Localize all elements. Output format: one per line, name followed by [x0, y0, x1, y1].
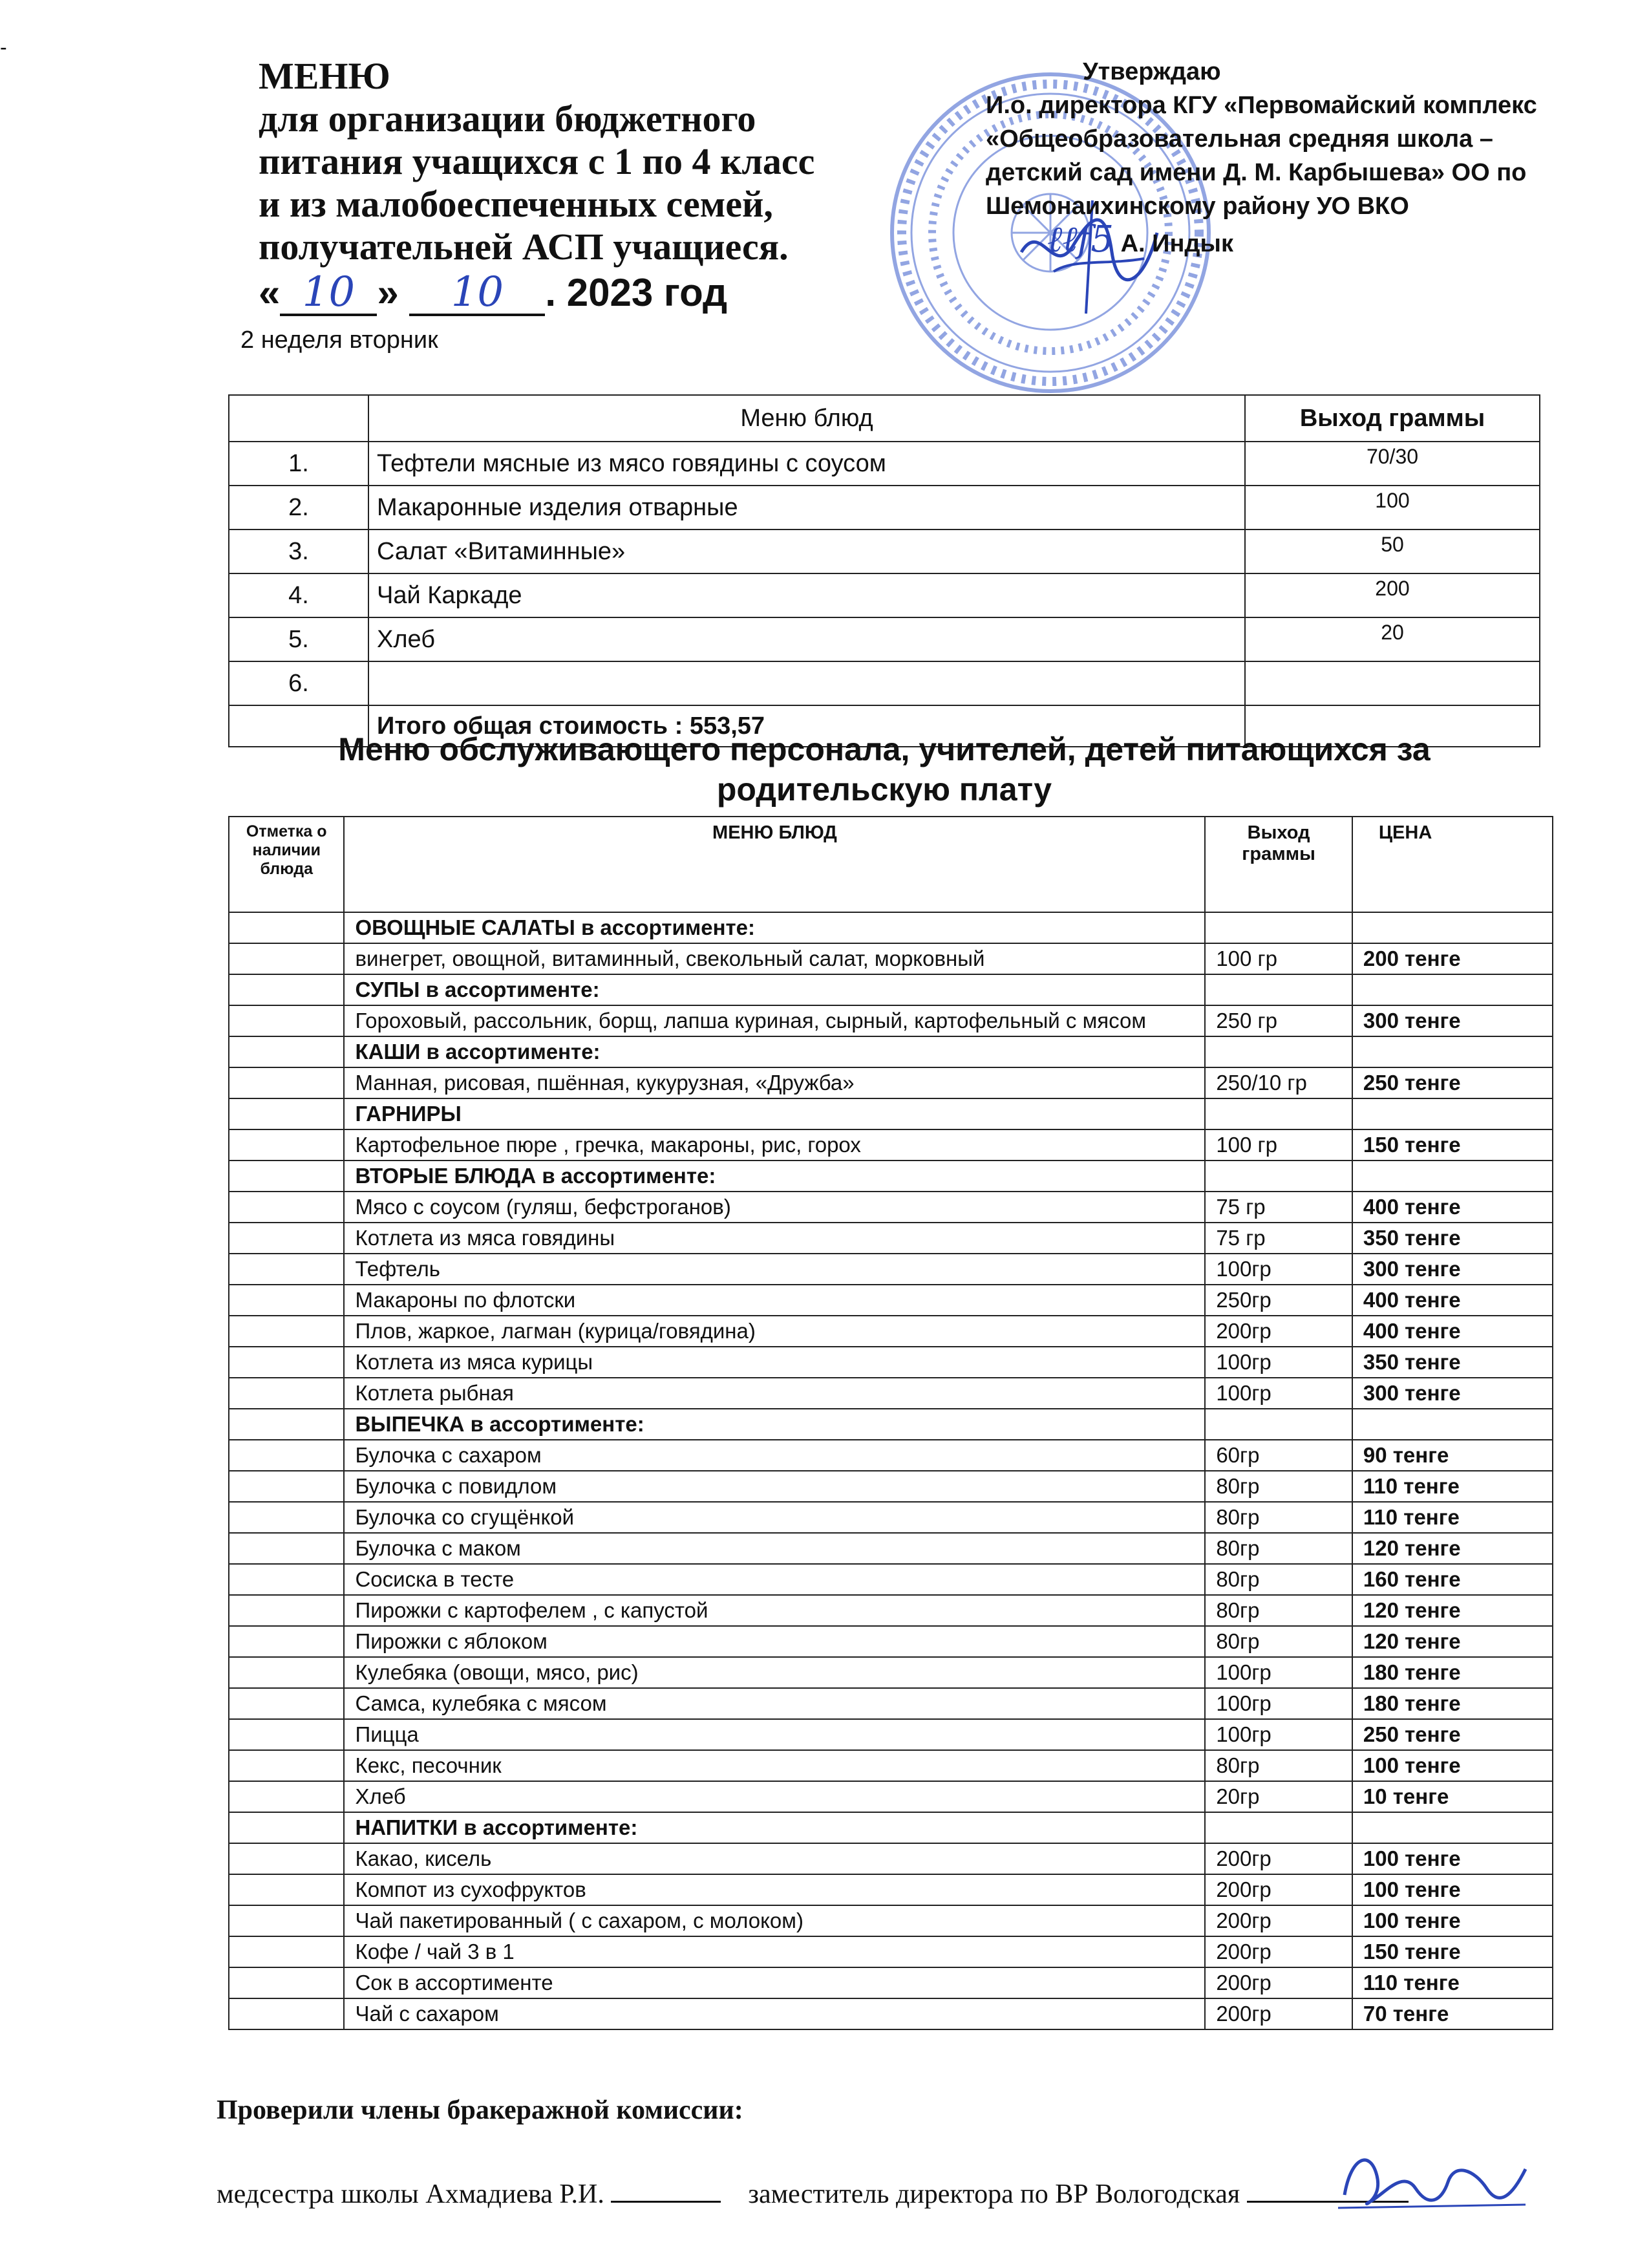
dish-grams [1245, 661, 1540, 705]
availability-mark-cell [229, 1874, 344, 1905]
category-row [229, 1161, 1553, 1192]
column-header-availability: Отметка о наличии блюда [229, 817, 344, 912]
dish-price [1352, 1036, 1553, 1067]
staff-menu-title-line: родительскую плату [716, 771, 1052, 808]
dish-name: Какао, кисель [344, 1843, 1205, 1874]
availability-mark-cell [229, 1843, 344, 1874]
approval-signatory-name: А. Индык [1120, 230, 1233, 257]
availability-mark-cell [229, 1688, 344, 1719]
dish-grams: 100гр [1205, 1688, 1352, 1719]
dish-grams: 50 [1245, 530, 1540, 573]
dish-price: 250 тенге [1352, 1067, 1553, 1098]
dish-name: Кофе / чай 3 в 1 [344, 1936, 1205, 1967]
dish-name: Кекс, песочник [344, 1750, 1205, 1781]
category-name: ВТОРЫЕ БЛЮДА в ассортименте: [344, 1161, 1205, 1192]
availability-mark-cell [229, 1316, 344, 1347]
category-name: ВЫПЕЧКА в ассортименте: [344, 1409, 1205, 1440]
category-row [229, 1409, 1553, 1440]
row-number: 3. [229, 530, 368, 573]
availability-mark-cell [229, 1719, 344, 1750]
dish-name [368, 661, 1245, 705]
column-header-grams: Выход граммы [1205, 817, 1352, 912]
availability-mark-cell [229, 943, 344, 974]
dish-price [1352, 974, 1553, 1005]
dish-grams: 100гр [1205, 1254, 1352, 1285]
dish-grams [1205, 1098, 1352, 1129]
table-row [229, 1843, 1553, 1874]
availability-mark-cell [229, 912, 344, 943]
dish-grams: 250гр [1205, 1285, 1352, 1316]
column-header-dishes: Меню блюд [368, 395, 1245, 442]
approval-block [986, 55, 1606, 261]
menu-title-line: получательней АСП учащиеся. [259, 226, 789, 268]
dish-name: Пицца [344, 1719, 1205, 1750]
staff-menu-table [228, 816, 1553, 2030]
dish-name: Манная, рисовая, пшённая, кукурузная, «Дружба» [344, 1067, 1205, 1098]
menu-title-line: и из малобоеспеченных семей, [259, 183, 773, 225]
column-header-price: ЦЕНА [1352, 817, 1553, 912]
availability-mark-cell [229, 1347, 344, 1378]
menu-title-line: МЕНЮ [259, 55, 390, 97]
dish-name: Кулебяка (овощи, мясо, рис) [344, 1657, 1205, 1688]
dish-price: 250 тенге [1352, 1719, 1553, 1750]
student-menu-table [228, 394, 1540, 747]
availability-mark-cell [229, 1471, 344, 1502]
dish-grams: 20гр [1205, 1781, 1352, 1812]
dish-price: 400 тенге [1352, 1192, 1553, 1223]
dish-price: 150 тенге [1352, 1936, 1553, 1967]
dish-grams [1205, 1409, 1352, 1440]
table-row [229, 1874, 1553, 1905]
dish-name: Картофельное пюре , гречка, макароны, рис, горох [344, 1129, 1205, 1161]
nurse-name: медсестра школы Ахмадиева Р.И. [217, 2179, 604, 2209]
availability-mark-cell [229, 1564, 344, 1595]
dish-grams: 200гр [1205, 1874, 1352, 1905]
table-row [229, 1750, 1553, 1781]
dish-price: 110 тенге [1352, 1967, 1553, 1998]
dish-price: 100 тенге [1352, 1843, 1553, 1874]
category-row [229, 1098, 1553, 1129]
dish-name: Тефтели мясные из мясо говядины с соусом [368, 442, 1245, 486]
availability-mark-cell [229, 1005, 344, 1036]
table-row [229, 1129, 1553, 1161]
availability-mark-cell [229, 1781, 344, 1812]
table-row [229, 1998, 1553, 2029]
table-row [229, 1781, 1553, 1812]
availability-mark-cell [229, 1750, 344, 1781]
dish-name: Булочка с сахаром [344, 1440, 1205, 1471]
dish-grams: 80гр [1205, 1595, 1352, 1626]
table-row [229, 1223, 1553, 1254]
table-row [229, 1067, 1553, 1098]
table-row [229, 1595, 1553, 1626]
dish-name: Котлета из мяса говядины [344, 1223, 1205, 1254]
dish-name: Чай пакетированный ( с сахаром, с молоком) [344, 1905, 1205, 1936]
dish-name: Макаронные изделия отварные [368, 486, 1245, 530]
dish-grams: 200гр [1205, 1316, 1352, 1347]
dish-name: Котлета рыбная [344, 1378, 1205, 1409]
dish-name: Булочка с повидлом [344, 1471, 1205, 1502]
availability-mark-cell [229, 1626, 344, 1657]
dish-price [1352, 1098, 1553, 1129]
availability-mark-cell [229, 1905, 344, 1936]
approval-line: детский сад имени Д. М. Карбышева» ОО по [986, 159, 1527, 186]
dish-price: 120 тенге [1352, 1533, 1553, 1564]
commission-heading: Проверили члены бракеражной комиссии: [217, 2095, 743, 2125]
dish-grams: 200гр [1205, 1998, 1352, 2029]
dish-price: 350 тенге [1352, 1347, 1553, 1378]
category-row [229, 1036, 1553, 1067]
dish-price: 400 тенге [1352, 1316, 1553, 1347]
dish-name: Компот из сухофруктов [344, 1874, 1205, 1905]
table-row [229, 1316, 1553, 1347]
staff-menu-title [228, 729, 1540, 809]
menu-title-block [259, 55, 892, 316]
dish-grams: 70/30 [1245, 442, 1540, 486]
page-margin-mark: - [0, 36, 7, 59]
dish-name: Плов, жаркое, лагман (курица/говядина) [344, 1316, 1205, 1347]
dish-price: 300 тенге [1352, 1254, 1553, 1285]
dish-grams: 75 гр [1205, 1192, 1352, 1223]
dish-grams: 200гр [1205, 1905, 1352, 1936]
dish-name: Хлеб [368, 617, 1245, 661]
dish-grams: 80гр [1205, 1533, 1352, 1564]
table-row [229, 1440, 1553, 1471]
availability-mark-cell [229, 1967, 344, 1998]
column-header-grams: Выход граммы [1245, 395, 1540, 442]
menu-date [259, 268, 892, 316]
dish-grams [1205, 1036, 1352, 1067]
category-name: ОВОЩНЫЕ САЛАТЫ в ассортименте: [344, 912, 1205, 943]
table-row [229, 1936, 1553, 1967]
category-row [229, 912, 1553, 943]
availability-mark-cell [229, 1285, 344, 1316]
date-year: . 2023 год [545, 271, 728, 314]
dish-name: Чай с сахаром [344, 1998, 1205, 2029]
table-row [229, 1533, 1553, 1564]
dish-price: 100 тенге [1352, 1874, 1553, 1905]
dish-grams: 100гр [1205, 1347, 1352, 1378]
availability-mark-cell [229, 1440, 344, 1471]
dish-price: 10 тенге [1352, 1781, 1553, 1812]
dish-price [1352, 1161, 1553, 1192]
dish-grams: 60гр [1205, 1440, 1352, 1471]
dish-price: 120 тенге [1352, 1626, 1553, 1657]
column-header-number [229, 395, 368, 442]
availability-mark-cell [229, 1502, 344, 1533]
dish-grams: 20 [1245, 617, 1540, 661]
availability-mark-cell [229, 1067, 344, 1098]
column-header-dishes: МЕНЮ БЛЮД [344, 817, 1205, 912]
table-row [229, 1192, 1553, 1223]
dish-grams: 200гр [1205, 1967, 1352, 1998]
row-number: 5. [229, 617, 368, 661]
dish-name: Пирожки с яблоком [344, 1626, 1205, 1657]
row-number: 2. [229, 486, 368, 530]
category-name: ГАРНИРЫ [344, 1098, 1205, 1129]
table-row [229, 442, 1540, 486]
dish-grams: 200 [1245, 573, 1540, 617]
dish-name: Макароны по флотски [344, 1285, 1205, 1316]
availability-mark-cell [229, 974, 344, 1005]
table-row [229, 617, 1540, 661]
dish-grams: 100 гр [1205, 1129, 1352, 1161]
deputy-name: заместитель директора по ВР Вологодская [748, 2179, 1240, 2209]
dish-name: Булочка со сгущёнкой [344, 1502, 1205, 1533]
dish-name: Булочка с маком [344, 1533, 1205, 1564]
approval-line: «Общеобразовательная средняя школа – [986, 125, 1493, 153]
dish-name: Чай Каркаде [368, 573, 1245, 617]
category-row [229, 1812, 1553, 1843]
table-row [229, 1471, 1553, 1502]
availability-mark-cell [229, 1533, 344, 1564]
deputy-signature-icon [1332, 2143, 1532, 2221]
dish-grams: 100гр [1205, 1657, 1352, 1688]
dish-price: 200 тенге [1352, 943, 1553, 974]
table-row [229, 486, 1540, 530]
dish-name: винегрет, овощной, витаминный, свекольный салат, морковный [344, 943, 1205, 974]
dish-grams [1205, 1161, 1352, 1192]
dish-price: 100 тенге [1352, 1905, 1553, 1936]
approval-signatory [986, 219, 1606, 261]
availability-mark-cell [229, 1812, 344, 1843]
dish-grams: 80гр [1205, 1564, 1352, 1595]
category-name: КАШИ в ассортименте: [344, 1036, 1205, 1067]
availability-mark-cell [229, 1161, 344, 1192]
table-row [229, 1347, 1553, 1378]
availability-mark-cell [229, 1098, 344, 1129]
table-row [229, 1657, 1553, 1688]
availability-mark-cell [229, 1223, 344, 1254]
menu-title-line: питания учащихся с 1 по 4 класс [259, 140, 815, 182]
dish-price: 350 тенге [1352, 1223, 1553, 1254]
availability-mark-cell [229, 1998, 344, 2029]
approval-line: Шемонаихинскому району УО ВКО [986, 193, 1409, 220]
dish-grams: 200гр [1205, 1936, 1352, 1967]
table-row [229, 1285, 1553, 1316]
dish-grams: 80гр [1205, 1502, 1352, 1533]
dish-price: 90 тенге [1352, 1440, 1553, 1471]
dish-price: 400 тенге [1352, 1285, 1553, 1316]
availability-mark-cell [229, 1595, 344, 1626]
dish-grams [1205, 912, 1352, 943]
dish-grams: 100 [1245, 486, 1540, 530]
dish-grams: 100 гр [1205, 943, 1352, 974]
dish-price [1352, 1409, 1553, 1440]
availability-mark-cell [229, 1378, 344, 1409]
dish-grams: 100гр [1205, 1719, 1352, 1750]
table-row [229, 530, 1540, 573]
dish-grams [1205, 974, 1352, 1005]
dish-grams [1205, 1812, 1352, 1843]
dish-name: Сосиска в тесте [344, 1564, 1205, 1595]
dish-price: 100 тенге [1352, 1750, 1553, 1781]
date-day-handwritten: 10 [280, 271, 377, 316]
table-row [229, 1005, 1553, 1036]
dish-price: 160 тенге [1352, 1564, 1553, 1595]
table-row [229, 1719, 1553, 1750]
table-row [229, 573, 1540, 617]
staff-menu-title-line: Меню обслуживающего персонала, учителей, детей питающихся за [338, 731, 1431, 767]
table-row [229, 1967, 1553, 1998]
commission-signatures [217, 2179, 1409, 2210]
availability-mark-cell [229, 1036, 344, 1067]
dish-price: 120 тенге [1352, 1595, 1553, 1626]
week-day-label: 2 неделя вторник [240, 326, 438, 354]
table-row [229, 1378, 1553, 1409]
dish-name: Сок в ассортименте [344, 1967, 1205, 1998]
category-name: СУПЫ в ассортименте: [344, 974, 1205, 1005]
dish-price: 150 тенге [1352, 1129, 1553, 1161]
table-row [229, 1564, 1553, 1595]
approval-signature-mark: ℓℓf5 [1047, 219, 1114, 261]
dish-name: Котлета из мяса курицы [344, 1347, 1205, 1378]
dish-name: Гороховый, рассольник, борщ, лапша куриная, сырный, картофельный с мясом [344, 1005, 1205, 1036]
category-row [229, 974, 1553, 1005]
dish-grams: 80гр [1205, 1471, 1352, 1502]
availability-mark-cell [229, 1409, 344, 1440]
availability-mark-cell [229, 1129, 344, 1161]
menu-title-line: для организации бюджетного [259, 98, 756, 140]
date-close-quote: » [377, 271, 399, 314]
dish-grams: 75 гр [1205, 1223, 1352, 1254]
availability-mark-cell [229, 1254, 344, 1285]
dish-name: Мясо с соусом (гуляш, бефстроганов) [344, 1192, 1205, 1223]
table-header-row [229, 395, 1540, 442]
dish-name: Тефтель [344, 1254, 1205, 1285]
dish-price: 110 тенге [1352, 1502, 1553, 1533]
dish-name: Хлеб [344, 1781, 1205, 1812]
table-header-row [229, 817, 1553, 912]
dish-price: 300 тенге [1352, 1378, 1553, 1409]
staff-menu-body [229, 912, 1553, 2029]
dish-price [1352, 1812, 1553, 1843]
dish-price: 180 тенге [1352, 1688, 1553, 1719]
dish-grams: 80гр [1205, 1626, 1352, 1657]
dish-grams: 250 гр [1205, 1005, 1352, 1036]
dish-grams: 80гр [1205, 1750, 1352, 1781]
dish-name: Самса, кулебяка с мясом [344, 1688, 1205, 1719]
dish-name: Пирожки с картофелем , с капустой [344, 1595, 1205, 1626]
dish-grams: 100гр [1205, 1378, 1352, 1409]
availability-mark-cell [229, 1657, 344, 1688]
date-open-quote: « [259, 271, 281, 314]
table-row [229, 1254, 1553, 1285]
dish-name: Салат «Витаминные» [368, 530, 1245, 573]
dish-grams: 200гр [1205, 1843, 1352, 1874]
dish-price [1352, 912, 1553, 943]
row-number: 1. [229, 442, 368, 486]
availability-mark-cell [229, 1192, 344, 1223]
dish-price: 180 тенге [1352, 1657, 1553, 1688]
dish-price: 300 тенге [1352, 1005, 1553, 1036]
table-row [229, 1626, 1553, 1657]
table-row [229, 1905, 1553, 1936]
availability-mark-cell [229, 1936, 344, 1967]
table-row [229, 943, 1553, 974]
table-row [229, 1502, 1553, 1533]
approval-line: И.о. директора КГУ «Первомайский комплекс [986, 92, 1537, 119]
dish-price: 110 тенге [1352, 1471, 1553, 1502]
table-row [229, 1688, 1553, 1719]
approval-heading: Утверждаю [1083, 58, 1221, 85]
table-row [229, 661, 1540, 705]
category-name: НАПИТКИ в ассортименте: [344, 1812, 1205, 1843]
row-number: 6. [229, 661, 368, 705]
row-number: 4. [229, 573, 368, 617]
nurse-signature-line [611, 2201, 721, 2203]
date-month-handwritten: 10 [409, 271, 545, 316]
total-cost: Итого общая стоимость : 553,57 [368, 705, 1245, 747]
dish-price: 70 тенге [1352, 1998, 1553, 2029]
dish-grams: 250/10 гр [1205, 1067, 1352, 1098]
